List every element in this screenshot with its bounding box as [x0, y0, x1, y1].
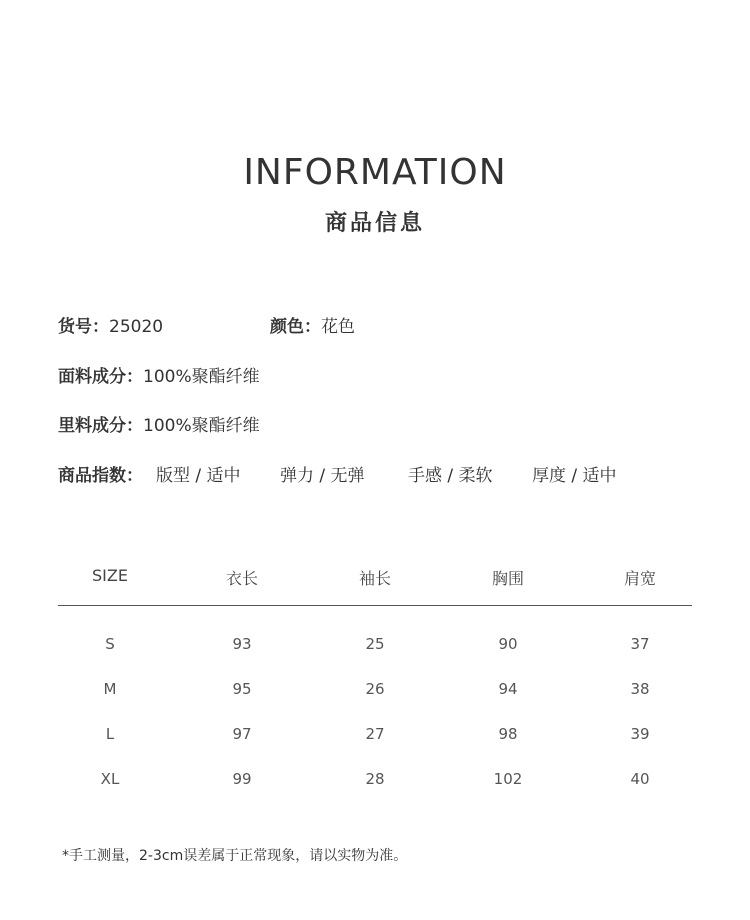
fabric-label: 面料成分： [58, 367, 143, 387]
color-label: 颜色： [270, 317, 321, 337]
cell-size: XL [100, 770, 120, 788]
cell-sleeve: 28 [365, 770, 385, 788]
page-title-en: INFORMATION [243, 152, 507, 193]
item-no-label: 货号： [58, 317, 109, 337]
cell-shoulder: 40 [630, 770, 650, 788]
cell-shoulder: 37 [630, 635, 650, 653]
cell-chest: 94 [498, 680, 518, 698]
cell-length: 97 [232, 725, 252, 743]
lining-label: 里料成分： [58, 416, 143, 436]
index-item-thickness: 厚度 / 适中 [532, 466, 617, 486]
page-title-cn: 商品信息 [324, 211, 425, 236]
header-size: SIZE [92, 566, 128, 585]
info-row-lining [58, 411, 260, 436]
cell-size: S [105, 635, 115, 653]
lining-value: 100%聚酯纤维 [143, 416, 260, 436]
cell-chest: 90 [498, 635, 518, 653]
table-row [58, 623, 692, 668]
cell-size: M [103, 680, 117, 698]
measurement-note: *手工测量，2-3cm误差属于正常现象，请以实物为准。 [62, 848, 408, 864]
table-row [58, 668, 692, 713]
color-value: 花色 [321, 317, 355, 337]
table-row [58, 758, 692, 803]
info-row-index [58, 461, 698, 485]
size-table [58, 560, 692, 803]
header-shoulder: 肩宽 [623, 569, 656, 588]
header-chest: 胸围 [491, 569, 524, 588]
header-sleeve: 袖长 [358, 569, 391, 588]
cell-shoulder: 38 [630, 680, 650, 698]
cell-chest: 98 [498, 725, 518, 743]
cell-length: 95 [232, 680, 252, 698]
info-row-item-color [58, 312, 698, 336]
size-table-header [58, 560, 692, 606]
cell-sleeve: 26 [365, 680, 385, 698]
cell-chest: 102 [493, 770, 523, 788]
header-length: 衣长 [225, 569, 258, 588]
fabric-value: 100%聚酯纤维 [143, 367, 260, 387]
item-no-value: 25020 [109, 317, 164, 337]
cell-length: 99 [232, 770, 252, 788]
index-item-feel: 手感 / 柔软 [408, 466, 493, 486]
info-row-fabric [58, 362, 260, 387]
cell-sleeve: 27 [365, 725, 385, 743]
cell-sleeve: 25 [365, 635, 385, 653]
table-row [58, 713, 692, 758]
index-item-elasticity: 弹力 / 无弹 [280, 466, 365, 486]
index-label: 商品指数： [58, 466, 143, 486]
cell-length: 93 [232, 635, 252, 653]
cell-shoulder: 39 [630, 725, 650, 743]
cell-size: L [105, 725, 115, 743]
index-item-fit: 版型 / 适中 [156, 466, 241, 486]
